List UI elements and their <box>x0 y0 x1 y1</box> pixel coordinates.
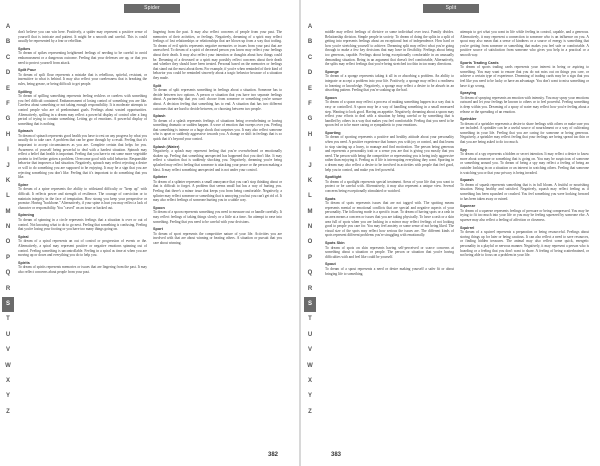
alphabet-letter-j[interactable]: J <box>6 162 10 169</box>
alphabet-letter-p[interactable]: P <box>5 254 10 261</box>
dictionary-entry <box>460 61 589 89</box>
dictionary-entry <box>18 90 147 127</box>
alphabet-letter-t[interactable]: T <box>6 316 10 323</box>
entry-body: To dream of a sprinkler represents a desire to share feelings with others or make sure you are included. A sprinkler can be a useful source of nourishment or a way of cultivating something in your life. Feeling that you are caring for someone or being generous. Negatively, a sprinkler may reflect feeling that your feelings are being spread too thin or that you are being asked to do too much. <box>460 121 589 145</box>
alphabet-letter-e[interactable]: E <box>307 85 312 92</box>
alphabet-letter-g[interactable]: G <box>5 116 11 123</box>
dictionary-entry <box>153 84 282 112</box>
alphabet-letter-l[interactable]: L <box>308 193 312 200</box>
dictionary-entry <box>18 235 147 258</box>
entry-term: Spoon <box>325 95 337 100</box>
alphabet-letter-k[interactable]: K <box>307 177 313 184</box>
dictionary-entry <box>460 204 589 222</box>
text-column <box>325 30 454 432</box>
dictionary-entry <box>153 145 282 173</box>
dictionary-entry <box>460 178 589 201</box>
entry-body: To dream of squash represents something that is in full bloom. A fruitful or nourishing situation. Being healthy and satisfied. Negatively, squash may reflect feeling as if something has been squashed or crushed. You feel something you were looking forward to has been taken away or ruined. <box>460 182 589 201</box>
alphabet-letter-d[interactable]: D <box>307 70 313 77</box>
entry-body: To dream of sport represents the competitive nature of your life. Activities you are involved with that are about winning or beating others. A situation or pursuit that you care about winning. <box>153 231 282 245</box>
alphabet-letter-n[interactable]: N <box>307 224 313 231</box>
entry-term: Splinter <box>153 175 168 180</box>
dictionary-entry <box>18 213 147 231</box>
entry-term: Sprinkler <box>460 117 477 122</box>
entry-term: Spots Skin <box>325 240 345 245</box>
entry-term: Squeeze <box>460 204 476 209</box>
entry-body: To dream of spraying represents an emotion with intensity. You may spray your emotions outward and let your feelings be known to others or to feel powerful. Feeling something is deep within you. Dreaming of a spray of water may reflect how you're feeling about a release or the spreading of an emotion. <box>460 95 589 114</box>
alphabet-letter-p[interactable]: P <box>307 254 312 261</box>
entry-term: Spoon <box>153 205 165 210</box>
dictionary-entry <box>325 175 454 193</box>
alphabet-letter-q[interactable]: Q <box>307 270 313 277</box>
alphabet-letter-r[interactable]: R <box>307 285 313 292</box>
alphabet-letter-o[interactable]: O <box>307 239 313 246</box>
dictionary-entry <box>325 197 454 238</box>
entry-body: Negatively, a splash may represent feeling that you're overwhelmed or emotionally shaken up. Feeling that something unexpected has happened that you don't like. It may reflect a situation that is suddenly shocking you. Negatively, dreaming you're being splashed may reflect feeling that someone is attacking your peace or the person making a blast. It may reflect something unexpected and is not under your control. <box>153 149 282 172</box>
alphabet-letter-n[interactable]: N <box>5 224 11 231</box>
dictionary-entry <box>153 227 282 245</box>
entry-body: To dream of spots represents issues that are not tagged with. The spotting means represents mental or emotional conflicts that are special and negative aspects of your personality. The following mode is a specific issue. To dream of having spots or a rash in an area means a concern or issues that you are taking physically. To have a rash or a skin area full of spots when you are looking in a mirror may reflect feelings of not looking good to people you care for. You may feel anxiety or some sense of not being liked. The visual size of the spots may reflect how serious the issues are. The different kinds of spots represent different problems you're struggling with emotionally. <box>325 201 454 238</box>
entry-body: To dream of a splash represents feelings of situations being overwhelming or having something dramatic or sudden happen. A wave of emotion that sweeps over you. Feeling that something is intense or a huge shock that surprises you. It may also reflect someone who is upset or suddenly aggressive towards you. A change or shift in feelings that is so quick that it's beyond your control. <box>153 118 282 142</box>
right-page <box>301 0 600 466</box>
alphabet-letter-q[interactable]: Q <box>5 270 11 277</box>
entry-term: Squirrel <box>460 225 475 230</box>
entry-term: Spilling <box>18 89 32 94</box>
entry-term: Spinach <box>18 129 33 134</box>
entry-term: Spraying <box>460 91 477 96</box>
page-header-tab: Split <box>423 4 479 13</box>
entry-term: Spotlight <box>325 175 342 180</box>
entry-body: To dream of a spout represents a need or desire making yourself a safer fit or about bringing life to something. <box>325 266 454 276</box>
alphabet-letter-a[interactable]: A <box>307 24 313 30</box>
alphabet-letter-t[interactable]: T <box>308 316 312 323</box>
alphabet-letter-i[interactable]: I <box>309 147 311 154</box>
entry-body: To dream of a spoon represents something you need to measure out or handle carefully. It may reflect feelings of taking things slowly or a little at a time. An attempt to ease into something. Feeling that you need to be careful with your decisions. <box>153 210 282 224</box>
alphabet-index <box>2 20 14 420</box>
page-columns <box>18 30 282 432</box>
alphabet-letter-z[interactable]: Z <box>308 408 312 415</box>
entry-term: Spine <box>18 182 29 187</box>
entry-term: Splash (Water) <box>153 144 180 149</box>
alphabet-letter-h[interactable]: H <box>5 131 11 138</box>
entry-body: attempts to get what you want in life while feeling in control, capable, and a generous. Alternatively, it may represent a connection to someone who is an influence on you. A spout may also mean that a sense of kindness or a source of energy is something that you're getting from someone or something that makes you feel safe or comfortable. A positive source of satisfaction from someone who gives you help in a practical or a smooth way. <box>460 30 589 57</box>
alphabet-letter-y[interactable]: Y <box>5 393 10 400</box>
alphabet-letter-h[interactable]: H <box>307 131 313 138</box>
text-column <box>18 30 147 432</box>
alphabet-letter-k[interactable]: K <box>5 177 11 184</box>
entry-term: Spikes <box>18 46 31 51</box>
alphabet-letter-g[interactable]: G <box>307 116 313 123</box>
dictionary-entry <box>460 148 589 176</box>
entry-body: To dream of sporting represents a positive and healthy attitude about your personality when you need. A positive experience that honors you with joy or control, and that learns to stop starting up a hurry, to manage and find motivation. The person being generous and represents a personality trait or a sense you are that is giving you mostly that you need. The person with being the competitive or representing you is being truly aggressive rather than enjoying it. Feeling as if life is interrupting everything they want. Sporting in a dream may also reflect a desire to be involved in activities with people that feel good, help you in control, and make you feel powerful. <box>325 135 454 172</box>
dictionary-entry <box>18 30 147 44</box>
alphabet-letter-x[interactable]: X <box>307 377 312 384</box>
text-column <box>153 30 282 432</box>
alphabet-letter-e[interactable]: E <box>5 85 10 92</box>
entry-term: Spots <box>325 196 336 201</box>
dictionary-entry <box>325 241 454 259</box>
entry-body: To dream of spinach represents good health you have to rest on any progress by what you usually do to take care. A problem that can be gone through by a result. Feeling that it's important to accept circumstances as you are. Complete certain that helps for you. Awareness of yourself being powerful to deal with a hardest situation. Spinach may reflect a belief that health is important. Feeling that you have to eat some more vegetable protein to feel better gotten a problem. Overcome good with solid behavior. Responsible behavior that improves a bad situation. Negatively, spinach may reflect rejecting a desire or will to do something you are supposed to be enjoying. It may be a sign that you are rejecting something you don't like. Feeling that it's important to do something that you like. <box>18 133 147 180</box>
entry-body: To dream of a squeeze represents feelings of pressure or being compressed. You may be trying to fit too much into your life or you may be feeling squeezed by someone else. A squeeze may also reflect a feeling of affection or closeness. <box>460 208 589 222</box>
dictionary-entry <box>460 91 589 114</box>
alphabet-letter-w[interactable]: W <box>307 362 313 369</box>
alphabet-letter-r[interactable]: R <box>5 285 11 292</box>
alphabet-letter-b[interactable]: B <box>307 39 313 46</box>
entry-body: To dream of a spoon may reflect a process of making something happen in a way that is easy or controlled. A spoon may be a way of handling something in a small measured step. Wanting to look good. Having an appetite. Negatively, dreaming about a spoon may reflect your efforts to deal with a situation by being careful or by something that is handled by others in a way that makes you feel comfortable. Feeling that you need to be spoon fed or to be more caring or sympathetic to your emotions. <box>325 100 454 128</box>
entry-body: To dream of a spotlight represents special treatment. Areas of your life that you want to protect or be careful with. Alternatively, it may also represent a unique view. Several concerns being exceptionally stimulated or watched. <box>325 179 454 193</box>
alphabet-letter-c[interactable]: C <box>307 54 313 61</box>
alphabet-letter-z[interactable]: Z <box>6 408 10 415</box>
dictionary-entry <box>153 206 282 224</box>
page-header-tab: Spider <box>124 4 180 13</box>
entry-body: To dream of spots on skin represents having self-perceived or scarce concerns at something about a situation or people. The person or situation that you're having difficulties with and feel like could be yourself. <box>325 245 454 259</box>
entry-term: Spy <box>460 147 467 152</box>
entry-term: Spirits <box>18 260 30 265</box>
entry-body: To dream of a squirrel represents a preparation or being resourceful. Feelings about storing things up for later or being cautious. It can also reflect a need to save resources, or finding hidden treasures. The animal may also reflect some quick, energetic personality in a playful or nervous manner. Negatively, it may represent a person who is hoarding or a feeling that you don't want to share. A feeling of being scatterbrained, or not being able to focus on a problem in your life. <box>460 230 589 258</box>
entry-body: To dream of a splinter represents a small annoyance that you can't stop thinking about or that is difficult to forget. A problem that seems small but has a way of hurting you. Feeling that there's a minor issue that keeps you from being comfortable. Negatively, a splinter may reflect someone or something that is annoying you but you can't get rid of. It may also reflect feelings of someone hurting you in a subtle way. <box>153 179 282 203</box>
entry-term: Sponge <box>325 69 339 74</box>
alphabet-letter-f[interactable]: F <box>6 100 10 107</box>
alphabet-letter-y[interactable]: Y <box>307 393 312 400</box>
dictionary-entry <box>18 129 147 180</box>
page-columns <box>325 30 589 432</box>
entry-body: To dream of a sponge represents taking it all in or absorbing a problem. An ability to integrate or accept a problem into your life. Positively, a sponge may reflect a readiness to learning or knowledge. Negatively, a sponge may reflect a desire to be absorb in an absorbing pattern. Feeling that you're soaking up the bad. <box>325 74 454 93</box>
alphabet-letter-i[interactable]: I <box>7 147 9 154</box>
page-number: 382 <box>267 452 278 458</box>
entry-term: Splash <box>153 114 166 119</box>
entry-body: don't believe you can win here. Positively, a spider may represent a positive sense of yourself that is intricate and patient. It might be a smooth and careful. This is could usually be represented by a fear or rebellion. <box>18 30 147 44</box>
dictionary-entry <box>153 175 282 203</box>
dictionary-entry <box>325 30 454 67</box>
alphabet-letter-m[interactable]: M <box>307 208 313 215</box>
entry-body: To dream of spikes representing heightened feelings of needing to be careful to avoid embarrassment or a dangerous outcome. Feeling that your defenses are up, or that you need to protect yourself from attack. <box>18 51 147 65</box>
alphabet-letter-o[interactable]: O <box>5 239 11 246</box>
entry-term: Sports Trading Cards <box>460 60 499 65</box>
dictionary-entry <box>18 183 147 211</box>
dictionary-entry <box>325 70 454 93</box>
dictionary-entry <box>325 96 454 128</box>
dictionary-entry <box>325 262 454 276</box>
dictionary-entry <box>460 226 589 258</box>
entry-body: To dream of spilling something represents feeling reckless or careless with something you feel difficult contained. Embarrassment of losing control of something you are like. Careless about something or not taking enough responsibility. It is moderate attempts to control people who are of predominant goals. Feelings about wasted opportunities. Alternatively, spilling in a dream may reflect a powerful display of control after a long period of trying to contain something. Letting go of emotions. A powerful display of something that is nothing. <box>18 94 147 126</box>
entry-term: Spinning <box>18 213 35 218</box>
entry-body: To dream of spirits represents memories or issues that are lingering from the past. It may also reflect concerns about people from your past. <box>18 265 147 274</box>
alphabet-letter-u[interactable]: U <box>5 331 11 338</box>
entry-term: Sporting <box>325 130 341 135</box>
entry-term: Split <box>153 83 162 88</box>
alphabet-letter-v[interactable]: V <box>307 347 312 354</box>
entry-term: Spout <box>325 262 336 267</box>
entry-body: lingering from the past. It may also reflect concerns of people from your past. The memories of their activities, or feelings. Negatively, dreaming of a spirit may reflect feelings of lost relationships or relationships that are blown up from a way that tooling. To dream of evil spirits represents negative memories or issues from your past that are unresolved. To dream of a spirit of deceased person you know may reflect your feelings about their death. It may also reflect your intention or thoughts about how things could be. Dreaming of a deceased or a spirit may possibly reflect concerns about their death and whether they should have been treated. Personal based on the memories or feelings that stand out the most about them. For example, if you're when reminded of their kind of behavior you could be reminded sincerely about a tragic behavior because of a situation they made. <box>153 30 282 80</box>
entry-term: Sport <box>153 227 163 232</box>
entry-term: Spiral <box>18 234 29 239</box>
entry-term: Squash <box>460 178 474 183</box>
alphabet-letter-x[interactable]: X <box>5 377 10 384</box>
alphabet-letter-b[interactable]: B <box>5 39 11 46</box>
dictionary-entry <box>18 47 147 65</box>
text-column <box>460 30 589 432</box>
entry-body: To dream of spinning in a circle represents feelings that a situation is over or out of control. Not knowing what to do to go next. Feeling that something is confusing. Feeling that you're losing your footing or you have too many things going on. <box>18 217 147 232</box>
entry-body: To dream of sports trading cards represents your interest in being or aspiring to something. You may want to ensure that you do not miss out on things you care, or achieve a certain type of experience. Dreaming of trading cards may be a sign that you feel like you need to be lucky or have an advantage. You don't want to miss something or have it go wrong. <box>460 65 589 88</box>
entry-body: To dream of split represents something in feelings about a situation. Someone has to decide between two options. A person or situation that you have two separate feelings about. A partnership that you can't choose from someone or something you're unsure about. A decision feeling that something has to end. A situation that has two different outcomes that are hard to decide between, or choosing between two people. <box>153 88 282 111</box>
entry-body: To dream of a spy represents a hidden or secret intention. It may reflect a desire to know more about someone or something that is going on. You may be suspicious of someone or something around you. To dream of being a spy may reflect a feeling of being an outsider looking in on a situation or an interest in watching others. Feeling that someone is watching you or that your privacy is being invaded. <box>460 152 589 175</box>
entry-body: To dream of a spiral represents an out of control or progression of events or the. Alternatively, a spiral may represent positive or negative emotions spinning out of control. Feeling something is uncontrollable. Feeling in a spiral as time at when you are moving up or down and everything you do to help you. <box>18 239 147 258</box>
alphabet-letter-w[interactable]: W <box>5 362 11 369</box>
alphabet-letter-v[interactable]: V <box>5 347 10 354</box>
dictionary-entry <box>460 30 589 58</box>
dictionary-entry <box>325 131 454 172</box>
alphabet-letter-d[interactable]: D <box>5 70 11 77</box>
entry-term: Spilt Pour <box>18 68 36 73</box>
alphabet-letter-c[interactable]: C <box>5 54 11 61</box>
dictionary-entry <box>18 261 147 275</box>
entry-body: To dream of spilt flour represents a mistake that is rebellious, spiteful, resistant, or insensitive to what is behind. It may also reflect your carelessness that is breaking the rules, being grease, or being difficult to get people. <box>18 72 147 86</box>
dictionary-entry <box>460 117 589 145</box>
page-number: 383 <box>331 452 342 458</box>
alphabet-letter-f[interactable]: F <box>308 100 312 107</box>
alphabet-letter-m[interactable]: M <box>5 208 11 215</box>
dictionary-entry <box>18 68 147 86</box>
alphabet-letter-u[interactable]: U <box>307 331 313 338</box>
alphabet-letter-s[interactable]: S <box>304 297 316 312</box>
alphabet-letter-s[interactable]: S <box>2 297 14 312</box>
alphabet-letter-a[interactable]: A <box>5 24 11 30</box>
alphabet-letter-l[interactable]: L <box>6 193 10 200</box>
entry-body: middle may reflect feelings of divisive or some individual over trust. Family divides. Relationship division. Simple people in society. To dream of doing the splits in a split of getting into represents feelings about an exceptional feat of independence. How hard or how you're stretching yourself to achieve. Dreaming split may reflect what you're going through to make a few key decisions that may have in flexibility. Feelings about being too generous, capable. Feelings about being exceptionally comfortable in an unusually demanding situation. Being in an argument that doesn't feel comfortable, Alternatively, the splits may reflect feelings that you're being stretched too thin in too many directions. <box>325 30 454 67</box>
entry-body: To dream of a spine represents the ability to withstand difficulty or "keep up" with difficult. It reflects power and strength of resilience. The courage of conviction or to maintain integrity in the face of temptation. How strong you keep your perspective or promise. Having "backbone." Alternatively, if your spine is hurt you may reflect a lack of character or responsibility. You "caved" on an issue or backed out. <box>18 187 147 210</box>
alphabet-letter-j[interactable]: J <box>308 162 312 169</box>
alphabet-index <box>304 20 316 420</box>
dictionary-entry <box>153 30 282 81</box>
dictionary-entry <box>153 114 282 142</box>
